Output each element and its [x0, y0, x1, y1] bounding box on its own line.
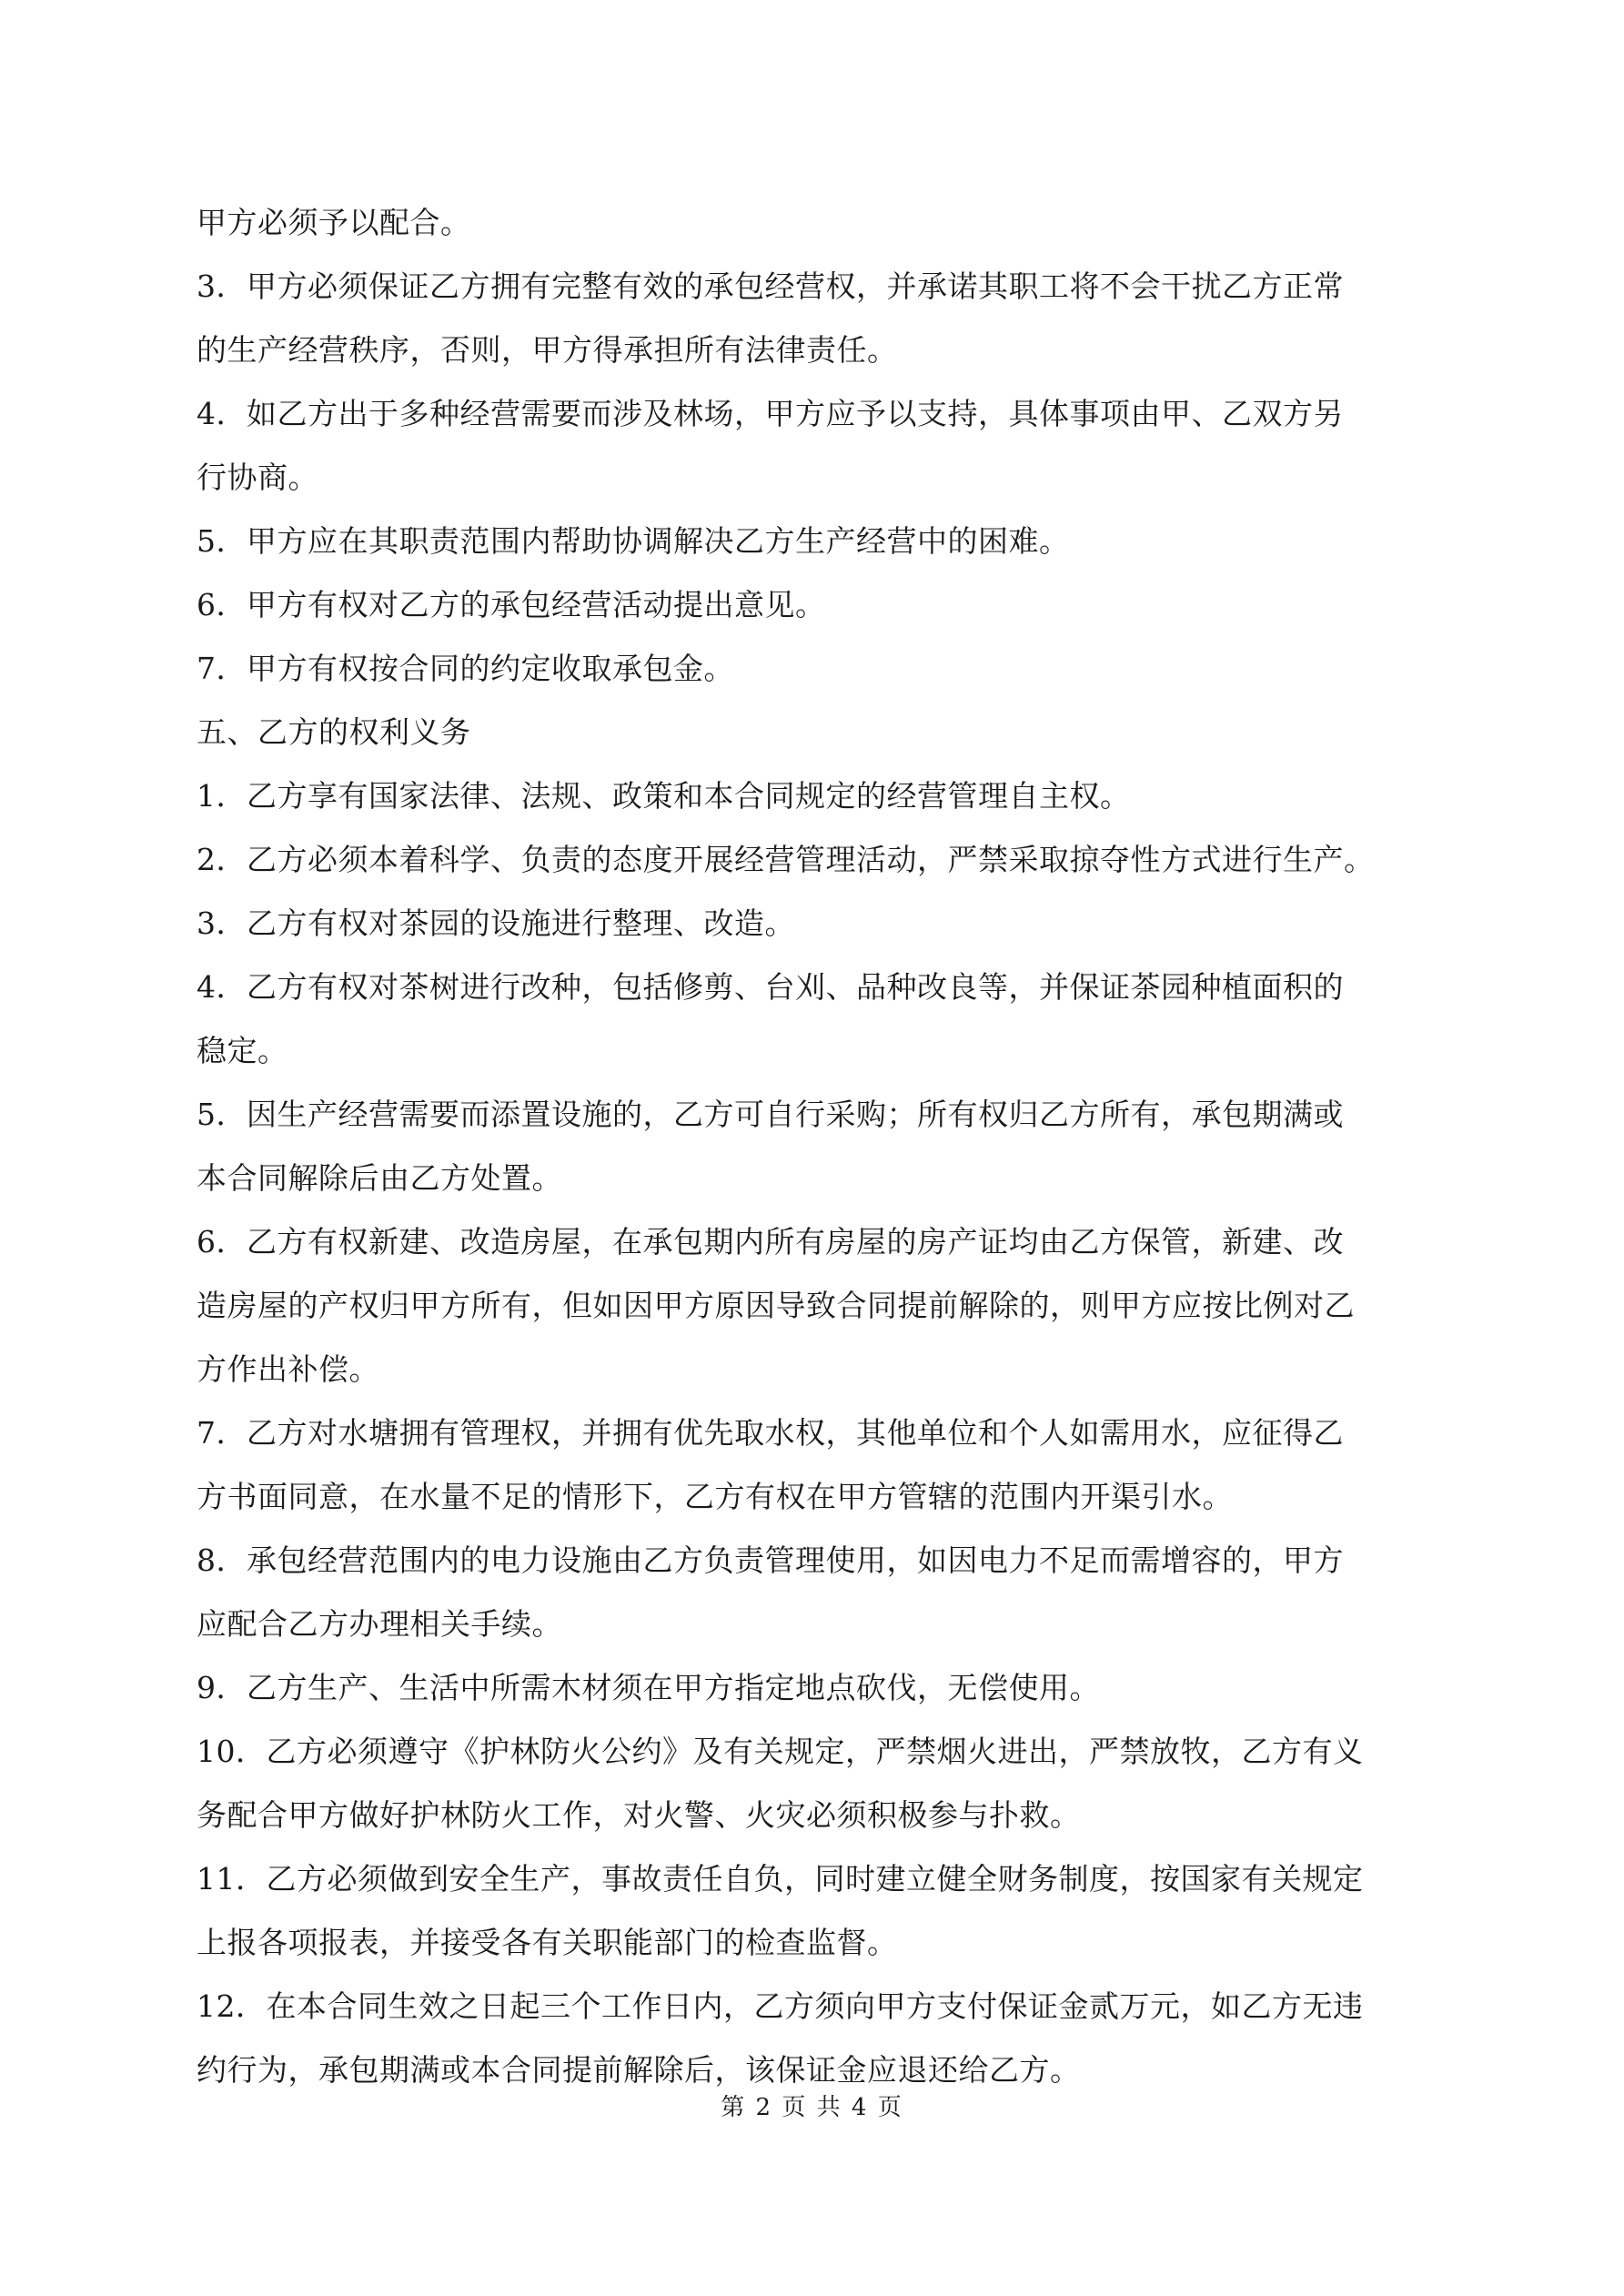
text-line: 行协商。 [197, 460, 318, 495]
text-line: 本合同解除后由乙方处置。 [197, 1160, 562, 1196]
text-line: 上报各项报表，并接受各有关职能部门的检查监督。 [197, 1925, 898, 1960]
text-line: 1．乙方享有国家法律、法规、政策和本合同规定的经营管理自主权。 [197, 778, 1131, 814]
text-line: 4．乙方有权对茶树进行改种，包括修剪、台刈、品种改良等，并保证茶园种植面积的 [197, 969, 1344, 1005]
text-line: 5．因生产经营需要而添置设施的，乙方可自行采购；所有权归乙方所有，承包期满或 [197, 1097, 1344, 1132]
page-number-footer: 第 2 页 共 4 页 [721, 2094, 903, 2121]
text-line: 3．乙方有权对茶园的设施进行整理、改造。 [197, 905, 795, 941]
text-line: 12．在本合同生效之日起三个工作日内，乙方须向甲方支付保证金贰万元，如乙方无违 [197, 1988, 1364, 2024]
text-line: 应配合乙方办理相关手续。 [197, 1606, 562, 1642]
text-line: 9．乙方生产、生活中所需木材须在甲方指定地点砍伐，无偿使用。 [197, 1670, 1100, 1705]
text-line: 甲方必须予以配合。 [197, 205, 471, 240]
section-heading: 五、乙方的权利义务 [197, 714, 471, 750]
text-line: 5．甲方应在其职责范围内帮助协调解决乙方生产经营中的困难。 [197, 523, 1070, 559]
text-line: 的生产经营秩序，否则，甲方得承担所有法律责任。 [197, 332, 898, 368]
text-line: 6．乙方有权新建、改造房屋，在承包期内所有房屋的房产证均由乙方保管，新建、改 [197, 1224, 1344, 1259]
text-line: 7．乙方对水塘拥有管理权，并拥有优先取水权，其他单位和个人如需用水，应征得乙 [197, 1415, 1344, 1451]
text-line: 2．乙方必须本着科学、负责的态度开展经营管理活动，严禁采取掠夺性方式进行生产。 [197, 842, 1375, 877]
document-body [197, 205, 1443, 2089]
text-line: 7．甲方有权按合同的约定收取承包金。 [197, 651, 734, 686]
text-line: 3．甲方必须保证乙方拥有完整有效的承包经营权，并承诺其职工将不会干扰乙方正常 [197, 268, 1344, 304]
text-line: 8．承包经营范围内的电力设施由乙方负责管理使用，如因电力不足而需增容的，甲方 [197, 1542, 1344, 1578]
text-line: 4．如乙方出于多种经营需要而涉及林场，甲方应予以支持，具体事项由甲、乙双方另 [197, 396, 1344, 431]
text-line: 方书面同意，在水量不足的情形下，乙方有权在甲方管辖的范围内开渠引水。 [197, 1479, 1233, 1514]
text-line: 11．乙方必须做到安全生产，事故责任自负，同时建立健全财务制度，按国家有关规定 [197, 1861, 1364, 1896]
text-line: 方作出补偿。 [197, 1351, 379, 1387]
text-line: 约行为，承包期满或本合同提前解除后，该保证金应退还给乙方。 [197, 2052, 1081, 2088]
text-line: 造房屋的产权归甲方所有，但如因甲方原因导致合同提前解除的，则甲方应按比例对乙 [197, 1288, 1355, 1323]
text-line: 务配合甲方做好护林防火工作，对火警、火灾必须积极参与扑救。 [197, 1797, 1081, 1833]
text-line: 稳定。 [197, 1033, 288, 1068]
text-line: 6．甲方有权对乙方的承包经营活动提出意见。 [197, 587, 826, 622]
text-line: 10．乙方必须遵守《护林防火公约》及有关规定，严禁烟火进出，严禁放牧，乙方有义 [197, 1734, 1364, 1769]
